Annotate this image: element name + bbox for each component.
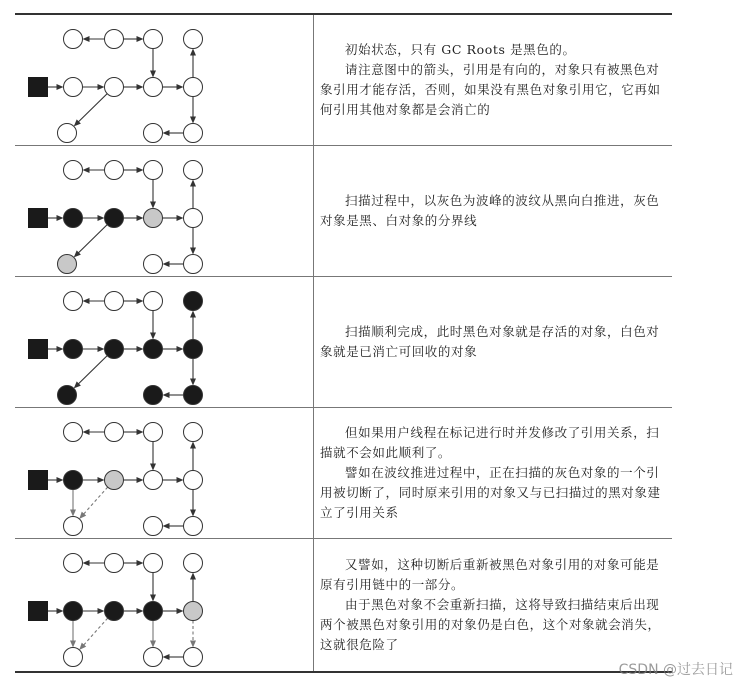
object-node-white bbox=[58, 124, 77, 143]
arrowhead-icon bbox=[98, 608, 105, 614]
arrowhead-icon bbox=[98, 346, 105, 352]
arrowhead-icon bbox=[137, 429, 144, 435]
object-node-white bbox=[144, 292, 163, 311]
arrowhead-icon bbox=[57, 477, 64, 483]
gc-tricolor-table bbox=[15, 13, 672, 673]
arrowhead-icon bbox=[98, 477, 105, 483]
arrowhead-icon bbox=[83, 298, 90, 304]
arrowhead-icon bbox=[190, 180, 196, 187]
description-cell bbox=[314, 408, 672, 538]
object-node-white bbox=[105, 30, 124, 49]
description-cell bbox=[314, 277, 672, 407]
object-node-white bbox=[144, 517, 163, 536]
object-node-black bbox=[144, 602, 163, 621]
description-paragraph: 由于黑色对象不会重新扫描，这将导致扫描结束后出现两个被黑色对象引用的对象仍是白色，这个对象就会消失，这就很危险了 bbox=[320, 597, 661, 652]
object-node-white bbox=[64, 423, 83, 442]
arrowhead-icon bbox=[190, 510, 196, 517]
description-paragraph: 又譬如，这种切断后重新被黑色对象引用的对象可能是原有引用链中的一部分。 bbox=[320, 557, 660, 592]
description-cell bbox=[314, 539, 672, 671]
arrowhead-icon bbox=[150, 71, 156, 78]
arrowhead-icon bbox=[150, 464, 156, 471]
object-node-black bbox=[144, 340, 163, 359]
arrowhead-icon bbox=[137, 346, 144, 352]
description-paragraph: 譬如在波纹推进过程中，正在扫描的灰色对象的一个引用被切断了，同时原来引用的对象又与已扫描过的黑对象建立了引用关系 bbox=[320, 465, 661, 520]
watermark: CSDN @过去日记 bbox=[618, 662, 733, 678]
reference-arrow bbox=[77, 225, 107, 254]
arrowhead-icon bbox=[150, 641, 156, 648]
object-node-white bbox=[144, 124, 163, 143]
arrowhead-icon bbox=[163, 654, 170, 660]
arrowhead-icon bbox=[83, 36, 90, 42]
object-node-white bbox=[184, 423, 203, 442]
object-node-gray bbox=[105, 471, 124, 490]
object-node-white bbox=[64, 30, 83, 49]
object-node-white bbox=[184, 78, 203, 97]
arrowhead-icon bbox=[190, 442, 196, 449]
description-paragraph: 初始状态，只有 GC Roots 是黑色的。 bbox=[345, 42, 576, 57]
arrowhead-icon bbox=[190, 641, 196, 648]
object-node-white bbox=[144, 255, 163, 274]
arrowhead-icon bbox=[177, 84, 184, 90]
reference-arrow bbox=[77, 356, 107, 385]
arrowhead-icon bbox=[83, 560, 90, 566]
object-node-black bbox=[105, 340, 124, 359]
arrowhead-icon bbox=[163, 392, 170, 398]
arrowhead-icon bbox=[137, 608, 144, 614]
object-node-white bbox=[184, 255, 203, 274]
arrowhead-icon bbox=[57, 215, 64, 221]
description-cell bbox=[314, 146, 672, 276]
object-node-white bbox=[184, 517, 203, 536]
object-graph-diagram bbox=[15, 15, 314, 145]
object-node-gray bbox=[58, 255, 77, 274]
object-node-white bbox=[144, 78, 163, 97]
arrowhead-icon bbox=[190, 379, 196, 386]
object-node-white bbox=[105, 161, 124, 180]
object-node-black bbox=[105, 209, 124, 228]
arrowhead-icon bbox=[70, 641, 76, 648]
object-node-black bbox=[64, 471, 83, 490]
gc-root-node bbox=[28, 339, 48, 359]
arrowhead-icon bbox=[190, 311, 196, 318]
arrowhead-icon bbox=[190, 117, 196, 124]
arrowhead-icon bbox=[137, 36, 144, 42]
arrowhead-icon bbox=[150, 595, 156, 602]
object-graph-diagram bbox=[15, 539, 314, 671]
object-graph-diagram bbox=[15, 408, 314, 538]
gc-root-node bbox=[28, 470, 48, 490]
object-node-black bbox=[58, 386, 77, 405]
description-paragraph: 请注意图中的箭头，引用是有向的，对象只有被黑色对象引用才能存活，否则，如果没有黑色对象引用它，它再如何引用其他对象都是会消亡的 bbox=[320, 62, 661, 117]
arrowhead-icon bbox=[150, 202, 156, 209]
object-node-white bbox=[64, 161, 83, 180]
description-cell bbox=[314, 15, 672, 145]
reference-arrow bbox=[77, 94, 107, 123]
arrowhead-icon bbox=[57, 84, 64, 90]
object-node-white bbox=[184, 648, 203, 667]
arrowhead-icon bbox=[137, 477, 144, 483]
arrowhead-icon bbox=[98, 215, 105, 221]
reference-arrow bbox=[83, 487, 108, 515]
object-node-white bbox=[144, 471, 163, 490]
object-node-white bbox=[64, 292, 83, 311]
object-node-black bbox=[184, 340, 203, 359]
object-node-white bbox=[144, 648, 163, 667]
gc-root-node bbox=[28, 208, 48, 228]
object-node-white bbox=[144, 423, 163, 442]
object-node-white bbox=[105, 554, 124, 573]
object-node-white bbox=[64, 648, 83, 667]
arrowhead-icon bbox=[163, 523, 170, 529]
table-row bbox=[15, 277, 672, 408]
object-node-black bbox=[105, 602, 124, 621]
arrowhead-icon bbox=[70, 510, 76, 517]
object-node-white bbox=[144, 554, 163, 573]
reference-arrow bbox=[83, 618, 108, 646]
object-node-black bbox=[64, 340, 83, 359]
arrowhead-icon bbox=[83, 429, 90, 435]
object-node-white bbox=[105, 78, 124, 97]
object-node-gray bbox=[184, 602, 203, 621]
arrowhead-icon bbox=[190, 248, 196, 255]
object-graph-diagram bbox=[15, 146, 314, 276]
arrowhead-icon bbox=[163, 261, 170, 267]
arrowhead-icon bbox=[177, 215, 184, 221]
arrowhead-icon bbox=[137, 560, 144, 566]
object-node-white bbox=[184, 471, 203, 490]
object-node-white bbox=[184, 161, 203, 180]
arrowhead-icon bbox=[190, 573, 196, 580]
object-node-white bbox=[144, 161, 163, 180]
object-node-white bbox=[105, 423, 124, 442]
object-node-black bbox=[64, 602, 83, 621]
arrowhead-icon bbox=[57, 346, 64, 352]
arrowhead-icon bbox=[137, 84, 144, 90]
arrowhead-icon bbox=[98, 84, 105, 90]
arrowhead-icon bbox=[137, 298, 144, 304]
gc-root-node bbox=[28, 77, 48, 97]
object-node-white bbox=[184, 209, 203, 228]
object-node-black bbox=[184, 386, 203, 405]
table-row bbox=[15, 539, 672, 671]
description-paragraph: 但如果用户线程在标记进行时并发修改了引用关系，扫描就不会如此顺利了。 bbox=[320, 425, 660, 460]
arrowhead-icon bbox=[137, 167, 144, 173]
table-row bbox=[15, 15, 672, 146]
arrowhead-icon bbox=[150, 333, 156, 340]
object-node-white bbox=[64, 554, 83, 573]
object-graph-diagram bbox=[15, 277, 314, 407]
arrowhead-icon bbox=[137, 215, 144, 221]
object-node-white bbox=[144, 30, 163, 49]
object-node-black bbox=[144, 386, 163, 405]
object-node-white bbox=[184, 554, 203, 573]
description-paragraph: 扫描过程中，以灰色为波峰的波纹从黑向白推进，灰色对象是黑、白对象的分界线 bbox=[320, 193, 660, 228]
arrowhead-icon bbox=[163, 130, 170, 136]
arrowhead-icon bbox=[57, 608, 64, 614]
arrowhead-icon bbox=[177, 608, 184, 614]
table-row bbox=[15, 408, 672, 539]
arrowhead-icon bbox=[83, 167, 90, 173]
arrowhead-icon bbox=[177, 346, 184, 352]
object-node-gray bbox=[144, 209, 163, 228]
object-node-white bbox=[105, 292, 124, 311]
object-node-white bbox=[64, 517, 83, 536]
arrowhead-icon bbox=[190, 49, 196, 56]
object-node-white bbox=[64, 78, 83, 97]
object-node-black bbox=[184, 292, 203, 311]
table-row bbox=[15, 146, 672, 277]
arrowhead-icon bbox=[177, 477, 184, 483]
object-node-white bbox=[184, 30, 203, 49]
description-paragraph: 扫描顺利完成，此时黑色对象就是存活的对象，白色对象就是已消亡可回收的对象 bbox=[320, 324, 660, 359]
object-node-black bbox=[64, 209, 83, 228]
gc-root-node bbox=[28, 601, 48, 621]
object-node-white bbox=[184, 124, 203, 143]
